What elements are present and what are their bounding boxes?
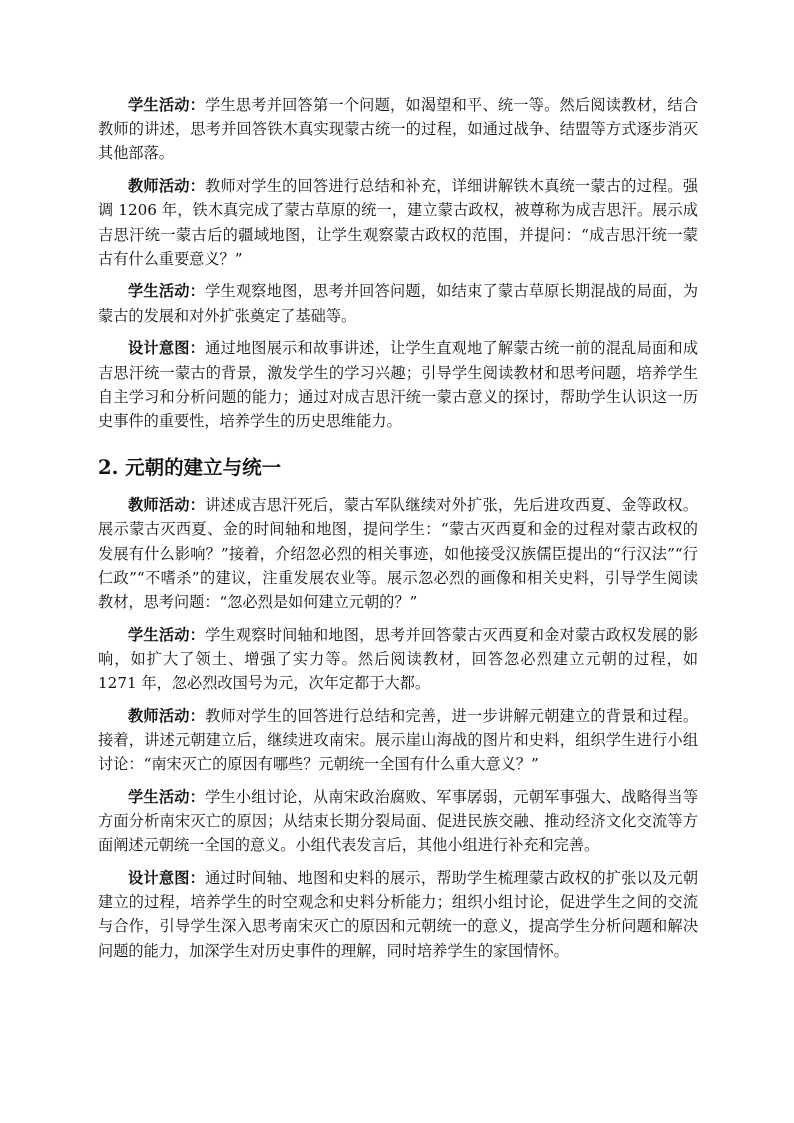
section-heading: 2. 元朝的建立与统一 bbox=[98, 456, 282, 480]
paragraph-text: 学生小组讨论，从南宋政治腐败、军事孱弱，元朝军事强大、战略得当等方面分析南宋灭亡的原因；从结束长期分裂局面、促进民族交融、推动经济文化交流等方面阐述元朝统一全国的意义。小组代表发言后，其他小组进行补充和完善。 bbox=[98, 787, 699, 855]
section-1 bbox=[98, 93, 698, 433]
paragraph bbox=[98, 785, 698, 858]
paragraph-text: 教师对学生的回答进行总结和补充，详细讲解铁木真统一蒙古的过程。强调 1206 年，铁木真完成了蒙古草原的统一，建立蒙古政权，被尊称为成吉思汗。展示成吉思汗统一蒙古后的疆域地图，让学生观察蒙古政权的范围，并提问：“成吉思汗统一蒙古有什么重要意义？” bbox=[98, 177, 699, 268]
paragraph-label: 学生活动： bbox=[128, 625, 206, 644]
paragraph-label: 教师活动： bbox=[128, 496, 206, 515]
paragraph-text: 学生观察时间轴和地图，思考并回答蒙古灭西夏和金对蒙古政权发展的影响，如扩大了领土、增强了实力等。然后阅读教材，回答忽必烈建立元朝的过程，如 1271 年，忽必烈改国号为元，次年定都于大都。 bbox=[98, 625, 699, 693]
paragraph bbox=[98, 279, 698, 327]
paragraph-label: 教师活动： bbox=[128, 706, 206, 725]
paragraph bbox=[98, 623, 698, 696]
paragraph-label: 学生活动： bbox=[128, 787, 206, 806]
paragraph bbox=[98, 336, 698, 433]
section-2 bbox=[98, 455, 698, 963]
paragraph-text: 通过时间轴、地图和史料的展示，帮助学生梳理蒙古政权的扩张以及元朝建立的过程，培养学生的时空观念和史料分析能力；组织小组讨论，促进学生之间的交流与合作，引导学生深入思考南宋灭亡的原因和元朝统一的意义，提高学生分析问题和解决问题的能力，加深学生对历史事件的理解，同时培养学生的家国情怀。 bbox=[98, 868, 699, 960]
paragraph-label: 教师活动： bbox=[128, 177, 206, 196]
paragraph-label: 设计意图： bbox=[128, 868, 206, 887]
document-page bbox=[98, 93, 698, 971]
paragraph-text: 讲述成吉思汗死后，蒙古军队继续对外扩张，先后进攻西夏、金等政权。展示蒙古灭西夏、金的时间轴和地图，提问学生：“蒙古灭西夏和金的过程对蒙古政权的发展有什么影响？”接着，介绍忽必烈的相关事迹，如他接受汉族儒臣提出的“行汉法”“行仁政”“不嗜杀”的建议，注重发展农业等。展示忽必烈的画像和相关史料，引导学生阅读教材，思考问题：“忽必烈是如何建立元朝的？” bbox=[98, 496, 699, 611]
paragraph-text: 学生观察地图，思考并回答问题，如结束了蒙古草原长期混战的局面，为蒙古的发展和对外扩张奠定了基础等。 bbox=[98, 282, 699, 325]
paragraph bbox=[98, 93, 698, 166]
paragraph-label: 学生活动： bbox=[128, 282, 206, 301]
paragraph-label: 学生活动： bbox=[128, 96, 206, 114]
paragraph-text: 学生思考并回答第一个问题，如渴望和平、统一等。然后阅读教材，结合教师的讲述，思考并回答铁木真实现蒙古统一的过程，如通过战争、结盟等方式逐步消灭其他部落。 bbox=[98, 96, 699, 163]
paragraph bbox=[98, 493, 698, 614]
paragraph bbox=[98, 174, 698, 271]
paragraph-text: 教师对学生的回答进行总结和完善，进一步讲解元朝建立的背景和过程。接着，讲述元朝建立后，继续进攻南宋。展示崖山海战的图片和史料，组织学生进行小组讨论：“南宋灭亡的原因有哪些？元朝统一全国有什么重大意义？” bbox=[98, 706, 699, 774]
paragraph-text: 通过地图展示和故事讲述，让学生直观地了解蒙古统一前的混乱局面和成吉思汗统一蒙古的背景，激发学生的学习兴趣；引导学生阅读教材和思考问题，培养学生自主学习和分析问题的能力；通过对成吉思汗统一蒙古意义的探讨，帮助学生认识这一历史事件的重要性，培养学生的历史思维能力。 bbox=[98, 339, 699, 430]
paragraph bbox=[98, 704, 698, 777]
paragraph-label: 设计意图： bbox=[128, 339, 206, 358]
paragraph bbox=[98, 866, 698, 963]
